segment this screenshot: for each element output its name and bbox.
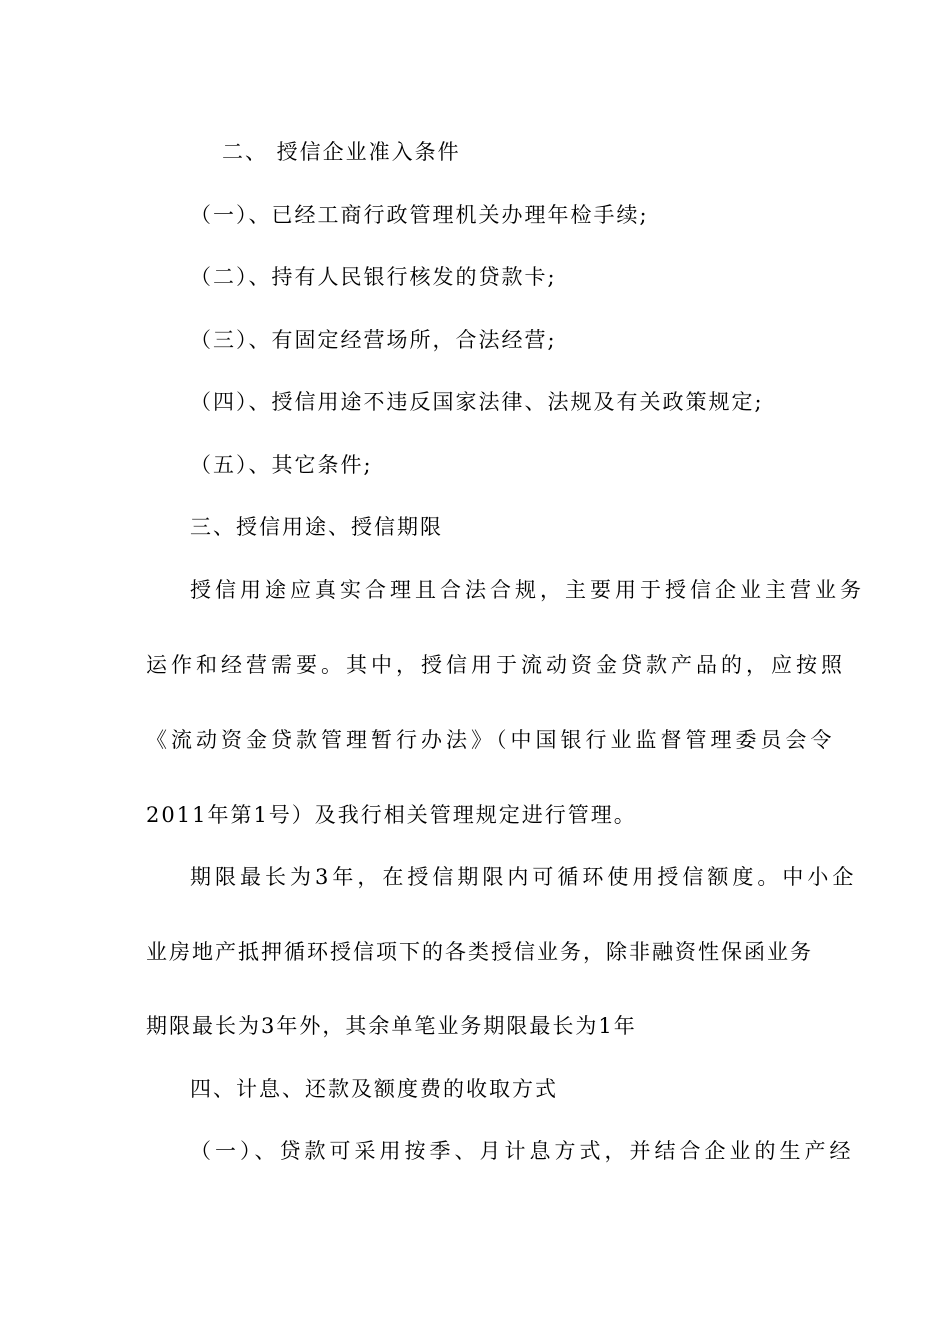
paragraph-line: 《流动资金贷款管理暂行办法》（中国银行业监督管理委员会令 xyxy=(146,728,836,752)
list-item-1: （一）、贷款可采用按季、月计息方式，并结合企业的生产经 xyxy=(190,1139,855,1163)
section-heading-3: 三、授信用途、授信期限 xyxy=(190,515,443,539)
paragraph-line: 业房地产抵押循环授信项下的各类授信业务，除非融资性保函业务 xyxy=(146,940,813,964)
paragraph-line: 运作和经营需要。其中，授信用于流动资金贷款产品的，应按照 xyxy=(146,653,846,677)
section-heading-4: 四、计息、还款及额度费的收取方式 xyxy=(190,1077,558,1101)
paragraph-line: 期限最长为3年，在授信期限内可循环使用授信额度。中小企 xyxy=(190,865,858,889)
paragraph-line: 2011年第1号）及我行相关管理规定进行管理。 xyxy=(146,803,637,827)
list-item-4: （四）、授信用途不违反国家法律、法规及有关政策规定; xyxy=(190,390,764,414)
paragraph-line: 期限最长为3年外，其余单笔业务期限最长为1年 xyxy=(146,1014,637,1038)
list-item-5: （五）、其它条件; xyxy=(190,453,373,477)
section-heading-2: 二、 授信企业准入条件 xyxy=(222,140,461,164)
paragraph-line: 授信用途应真实合理且合法合规，主要用于授信企业主营业务 xyxy=(190,578,865,602)
list-item-3: （三）、有固定经营场所，合法经营; xyxy=(190,328,557,352)
list-item-2: （二）、持有人民银行核发的贷款卡; xyxy=(190,265,557,289)
list-item-1: （一）、已经工商行政管理机关办理年检手续; xyxy=(190,203,649,227)
